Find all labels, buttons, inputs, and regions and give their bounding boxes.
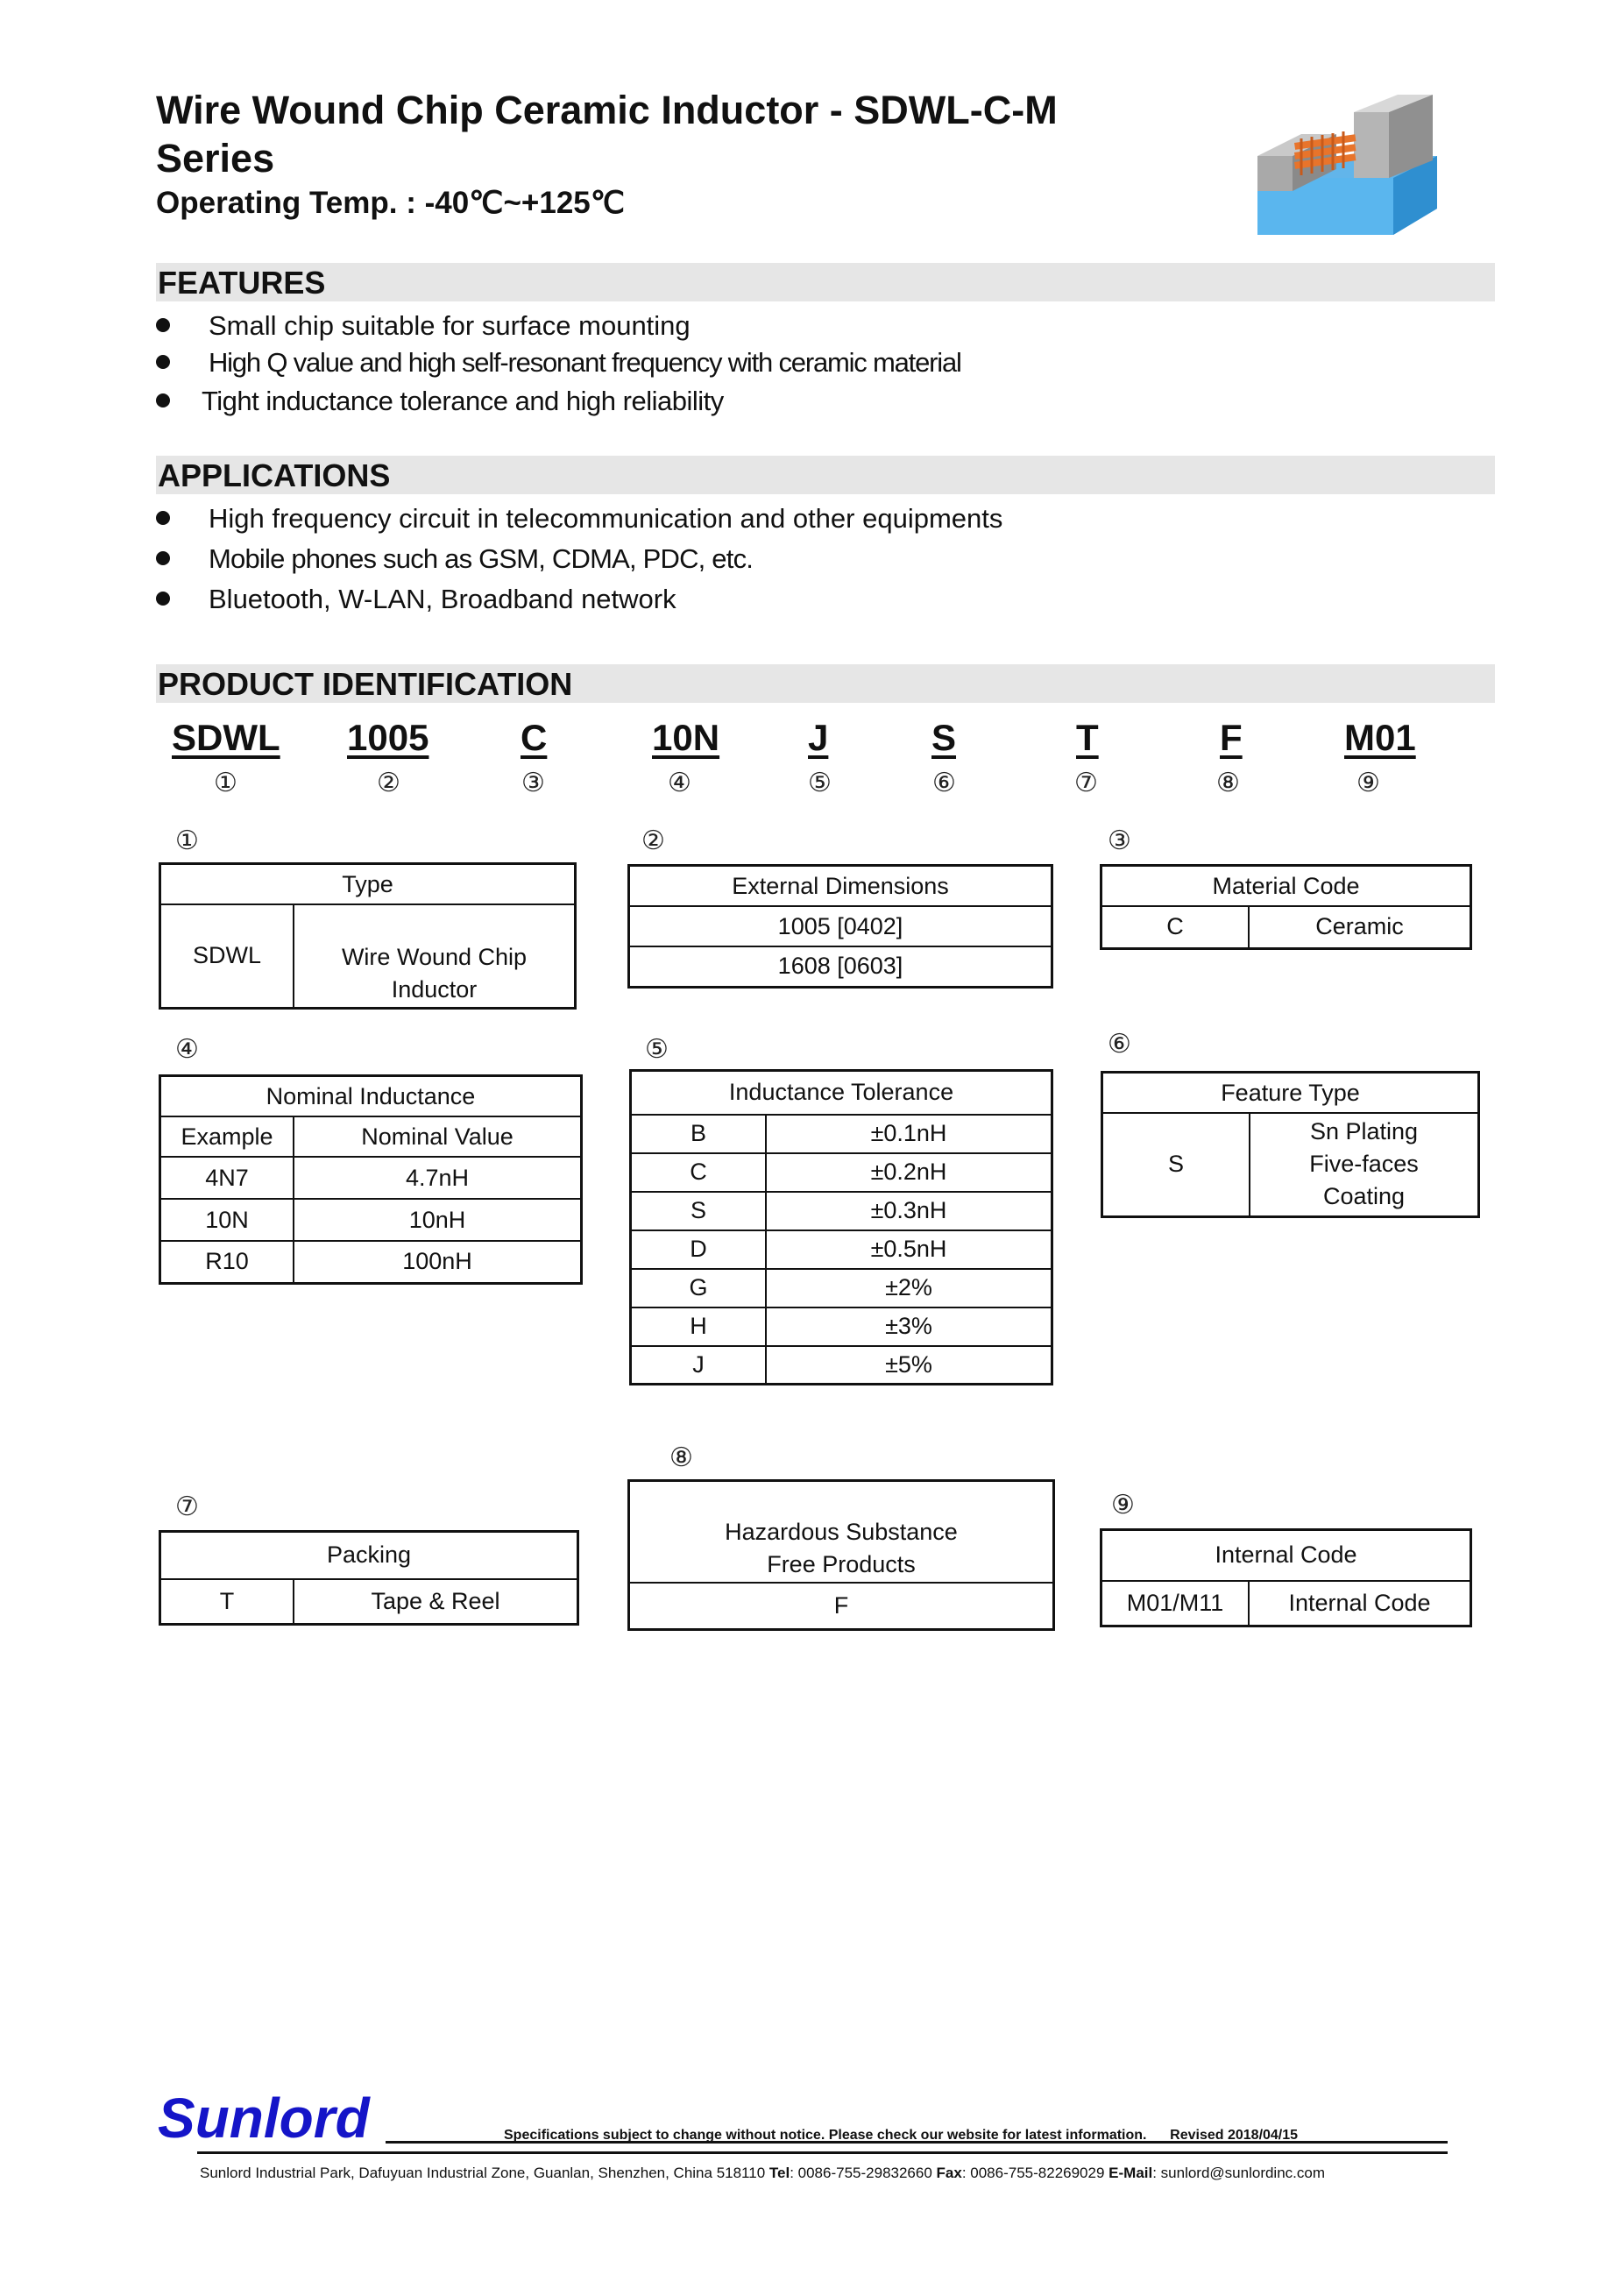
table-cell: C — [631, 1153, 767, 1192]
table-cell: 1608 [0603] — [629, 946, 1052, 987]
table-cell: ±5% — [766, 1346, 1052, 1385]
material-table — [1100, 864, 1472, 950]
table-cell: ±0.3nH — [766, 1192, 1052, 1230]
table-cell: SDWL — [160, 904, 294, 1008]
code-number: ⑦ — [1074, 769, 1098, 797]
table-row — [631, 1192, 1052, 1230]
inductor-chip-illustration — [1249, 95, 1450, 235]
table-cell: 10N — [160, 1199, 294, 1241]
feature-item: High Q value and high self-resonant frequency with ceramic material — [156, 345, 961, 380]
table-row — [631, 1230, 1052, 1269]
footer-divider — [197, 2151, 1448, 2154]
table-cell: G — [631, 1269, 767, 1307]
feature-item: Small chip suitable for surface mounting — [156, 308, 691, 344]
table-cell: M01/M11 — [1101, 1581, 1250, 1626]
table-cell: 100nH — [294, 1241, 582, 1283]
code-number: ⑤ — [808, 769, 832, 797]
table-header: Type — [160, 864, 576, 905]
table-row — [160, 1199, 582, 1241]
table-cell: ±0.1nH — [766, 1115, 1052, 1153]
application-item: Mobile phones such as GSM, CDMA, PDC, etc. — [156, 542, 753, 577]
operating-temp: Operating Temp. : -40℃~+125℃ — [156, 186, 626, 220]
table-cell: S — [1102, 1113, 1250, 1216]
table-header: Nominal Inductance — [160, 1076, 582, 1117]
code-number: ⑧ — [1216, 769, 1240, 797]
hazardous-table — [627, 1479, 1055, 1631]
table-header: Feature Type — [1102, 1073, 1479, 1114]
table-row — [160, 1157, 582, 1199]
feature-item: Tight inductance tolerance and high reliability — [156, 384, 724, 419]
inductance-table — [159, 1074, 583, 1285]
table-cell: T — [160, 1579, 294, 1625]
table-cell: C — [1101, 906, 1250, 948]
footer-note: Specifications subject to change without notice. Please check our website for latest information. Revised 2018/04/15 — [504, 2128, 1299, 2143]
table-number: ② — [641, 826, 665, 855]
bullet-icon — [156, 511, 170, 525]
table-cell: ±0.5nH — [766, 1230, 1052, 1269]
type-table — [159, 862, 577, 1010]
table-number: ① — [175, 826, 199, 855]
table-row — [631, 1307, 1052, 1346]
table-header: Packing — [160, 1532, 578, 1579]
code-number: ③ — [521, 769, 545, 797]
table-cell: ±3% — [766, 1307, 1052, 1346]
table-cell: ±2% — [766, 1269, 1052, 1307]
table-row — [631, 1346, 1052, 1385]
table-number: ④ — [175, 1035, 199, 1064]
identification-heading: PRODUCT IDENTIFICATION — [156, 664, 1495, 703]
table-header: Inductance Tolerance — [631, 1071, 1052, 1115]
table-cell: Ceramic — [1249, 906, 1471, 948]
table-cell: D — [631, 1230, 767, 1269]
table-cell: Internal Code — [1249, 1581, 1471, 1626]
tolerance-table — [629, 1069, 1053, 1385]
bullet-icon — [156, 551, 170, 565]
code-inductance: 10N — [652, 717, 720, 758]
table-cell: Tape & Reel — [294, 1579, 578, 1625]
table-cell: B — [631, 1115, 767, 1153]
table-cell: J — [631, 1346, 767, 1385]
bullet-icon — [156, 318, 170, 332]
bullet-icon — [156, 393, 170, 407]
table-row — [631, 1269, 1052, 1307]
table-header: Hazardous Substance Free Products — [629, 1481, 1054, 1583]
table-row — [631, 1115, 1052, 1153]
sunlord-logo: Sunlord — [158, 2087, 370, 2150]
table-cell: Wire Wound Chip Inductor — [294, 904, 576, 1008]
code-number: ② — [377, 769, 400, 797]
table-cell: 4.7nH — [294, 1157, 582, 1199]
code-number: ⑨ — [1356, 769, 1380, 797]
code-material: C — [521, 717, 548, 758]
table-number: ⑧ — [669, 1443, 693, 1472]
table-column-header: Nominal Value — [294, 1116, 582, 1157]
code-feature: S — [931, 717, 957, 758]
code-hazardous: F — [1220, 717, 1243, 758]
title-line-2: Series — [156, 136, 275, 181]
code-packing: T — [1076, 717, 1099, 758]
internal-code-table — [1100, 1528, 1472, 1627]
table-cell: S — [631, 1192, 767, 1230]
bullet-icon — [156, 355, 170, 369]
code-number: ④ — [668, 769, 691, 797]
table-row — [160, 1241, 582, 1283]
table-number: ③ — [1108, 826, 1131, 855]
application-item: Bluetooth, W-LAN, Broadband network — [156, 582, 676, 617]
table-cell: R10 — [160, 1241, 294, 1283]
packing-table — [159, 1530, 579, 1626]
title-line-1: Wire Wound Chip Ceramic Inductor - SDWL-C-M — [156, 88, 1058, 132]
table-cell: 1005 [0402] — [629, 906, 1052, 946]
table-row — [631, 1153, 1052, 1192]
table-number: ⑨ — [1111, 1491, 1135, 1520]
code-type: SDWL — [172, 717, 280, 758]
applications-heading: APPLICATIONS — [156, 456, 1495, 494]
table-number: ⑦ — [175, 1492, 199, 1521]
feature-table — [1101, 1071, 1480, 1218]
bullet-icon — [156, 592, 170, 606]
table-number: ⑥ — [1108, 1030, 1131, 1059]
code-internal: M01 — [1344, 717, 1416, 758]
table-header: Internal Code — [1101, 1530, 1471, 1581]
table-cell: 10nH — [294, 1199, 582, 1241]
table-cell: Sn Plating Five-faces Coating — [1250, 1113, 1479, 1216]
application-item: High frequency circuit in telecommunication and other equipments — [156, 501, 1002, 536]
code-tolerance: J — [808, 717, 829, 758]
footer-address: Sunlord Industrial Park, Dafuyuan Industrial Zone, Guanlan, Shenzhen, China 518110 Tel: 0086-755-29832660 Fax: 0086-755-82269029 E-Mail: sunlord@sunlordinc.com — [200, 2165, 1326, 2181]
table-column-header: Example — [160, 1116, 294, 1157]
table-header: Material Code — [1101, 866, 1471, 907]
code-number: ⑥ — [932, 769, 956, 797]
dimensions-table — [627, 864, 1053, 989]
table-cell: F — [629, 1583, 1054, 1630]
table-number: ⑤ — [645, 1035, 669, 1064]
code-number: ① — [214, 769, 237, 797]
page-title — [156, 86, 1208, 182]
table-cell: 4N7 — [160, 1157, 294, 1199]
table-cell: H — [631, 1307, 767, 1346]
email-link: : sunlord@sunlordinc.com — [1152, 2165, 1326, 2181]
table-header: External Dimensions — [629, 866, 1052, 907]
features-heading: FEATURES — [156, 263, 1495, 301]
table-cell: ±0.2nH — [766, 1153, 1052, 1192]
code-dimensions: 1005 — [347, 717, 429, 758]
revised-date: Revised 2018/04/15 — [1170, 2128, 1299, 2143]
